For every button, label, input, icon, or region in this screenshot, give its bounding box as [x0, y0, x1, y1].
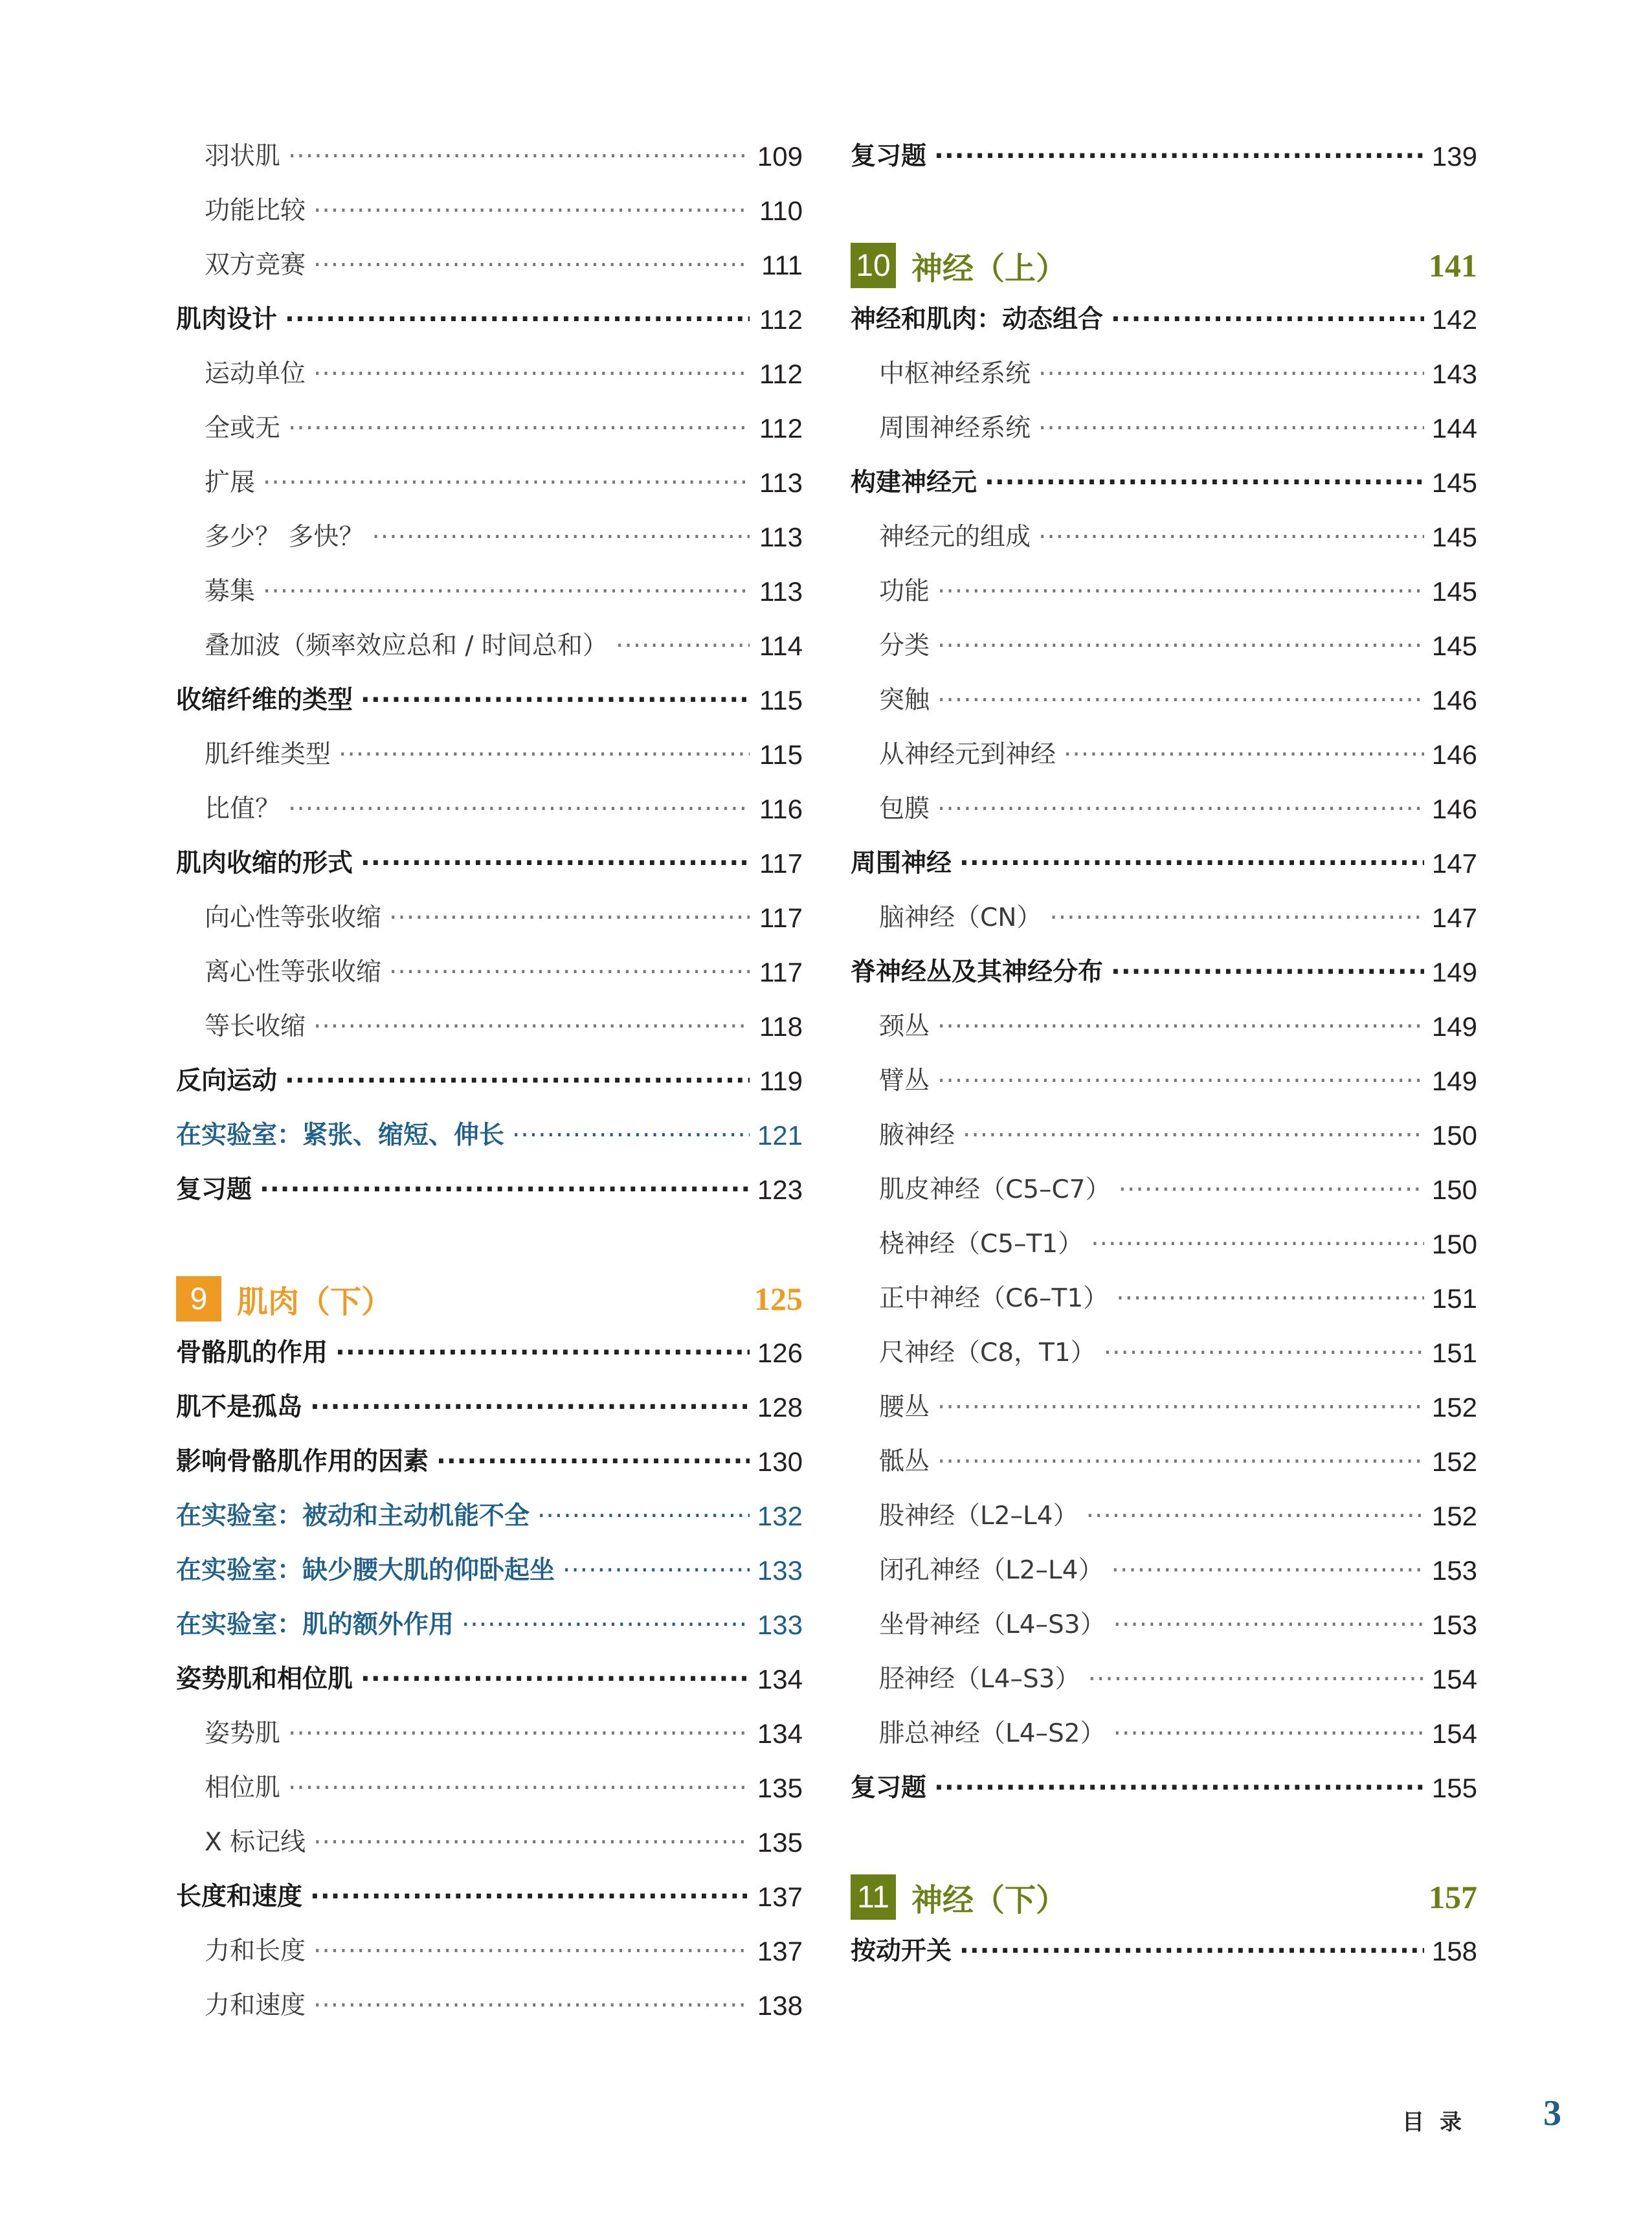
chapter-heading [851, 1871, 1477, 1923]
toc-subsection-entry[interactable] [176, 512, 803, 563]
dot-leader [361, 675, 750, 726]
entry-page-number: 144 [1431, 413, 1477, 444]
entry-title: X 标记线 [205, 1828, 306, 1857]
entry-title: 骨骼肌的作用 [176, 1338, 328, 1367]
entry-title: 肌纤维类型 [205, 740, 331, 769]
toc-subsection-entry[interactable] [851, 566, 1477, 618]
toc-subsection-entry[interactable] [851, 1219, 1477, 1270]
toc-subsection-entry[interactable] [176, 131, 803, 183]
entry-page-number: 142 [1431, 304, 1477, 335]
toc-subsection-entry[interactable] [851, 1654, 1477, 1705]
dot-leader [1049, 892, 1424, 944]
toc-subsection-entry[interactable] [176, 1762, 803, 1814]
entry-page-number: 147 [1431, 848, 1477, 879]
toc-subsection-entry[interactable] [851, 512, 1477, 563]
entry-title: 功能 [879, 577, 930, 606]
dot-leader [288, 1762, 750, 1814]
dot-leader [963, 1110, 1424, 1162]
entry-page-number: 149 [1431, 1066, 1477, 1096]
dot-leader [1116, 1273, 1424, 1325]
toc-section-entry[interactable] [851, 131, 1477, 183]
dot-leader [389, 947, 750, 998]
entry-page-number: 123 [757, 1175, 803, 1205]
entry-page-number: 111 [761, 250, 803, 280]
entry-title: 突触 [879, 686, 930, 715]
toc-subsection-entry[interactable] [176, 348, 803, 400]
dot-leader [288, 403, 750, 455]
entry-title: 在实验室：被动和主动机能不全 [176, 1501, 530, 1531]
entry-page-number: 145 [1431, 631, 1477, 661]
toc-section-entry[interactable] [176, 1436, 803, 1488]
dot-leader [937, 566, 1424, 618]
entry-page-number: 158 [1431, 1936, 1477, 1966]
dot-leader [1088, 1654, 1424, 1705]
chapter-page: 141 [1429, 247, 1477, 284]
dot-leader [1038, 403, 1424, 455]
dot-leader [335, 1327, 750, 1379]
entry-title: 腋神经 [879, 1121, 955, 1150]
entry-title: 长度和速度 [176, 1882, 303, 1911]
toc-subsection-entry[interactable] [851, 1327, 1477, 1379]
toc-section-entry[interactable] [176, 1654, 803, 1705]
entry-title: 周围神经系统 [879, 414, 1031, 443]
entry-page-number: 132 [757, 1501, 803, 1531]
toc-section-entry[interactable] [176, 294, 803, 346]
dot-leader [313, 1980, 750, 2032]
toc-lab-entry[interactable] [176, 1110, 803, 1162]
toc-subsection-entry[interactable] [851, 892, 1477, 944]
entry-title: 周围神经 [851, 849, 952, 878]
dot-leader [1111, 947, 1424, 998]
dot-leader [1038, 348, 1424, 400]
entry-title: 反向运动 [176, 1066, 278, 1096]
dot-leader [985, 457, 1424, 509]
chapter-heading [851, 240, 1477, 291]
toc-section-entry[interactable] [176, 1382, 803, 1433]
dot-leader [462, 1599, 750, 1651]
entry-title: 双方竞赛 [205, 251, 306, 280]
chapter-number: 11 [851, 1874, 896, 1920]
entry-page-number: 153 [1431, 1555, 1477, 1586]
entry-page-number: 119 [759, 1066, 803, 1096]
entry-page-number: 137 [757, 1936, 803, 1966]
entry-page-number: 112 [759, 413, 803, 444]
entry-title: 脑神经（CN） [879, 903, 1042, 932]
dot-leader [1104, 1327, 1424, 1379]
toc-subsection-entry[interactable] [851, 1164, 1477, 1216]
entry-page-number: 113 [759, 522, 803, 552]
footer-page-number: 3 [1543, 2093, 1561, 2133]
toc-section-entry[interactable] [851, 294, 1477, 346]
entry-page-number: 114 [759, 631, 803, 661]
dot-leader [310, 1871, 750, 1923]
toc-subsection-entry[interactable] [851, 1273, 1477, 1325]
chapter-title: 神经（下） [911, 1882, 1067, 1918]
dot-leader [313, 185, 750, 237]
dot-leader [288, 1708, 750, 1760]
entry-title: 肌肉收缩的形式 [176, 849, 353, 878]
toc-subsection-entry[interactable] [851, 783, 1477, 835]
entry-page-number: 155 [1431, 1773, 1477, 1803]
dot-leader [934, 1762, 1424, 1814]
entry-page-number: 117 [759, 957, 803, 987]
dot-leader [1111, 294, 1424, 346]
entry-title: 分类 [879, 631, 930, 660]
dot-leader [288, 131, 750, 183]
toc-subsection-entry[interactable] [851, 1545, 1477, 1597]
toc-subsection-entry[interactable] [176, 240, 803, 291]
entry-title: 力和长度 [205, 1937, 306, 1966]
entry-title: 在实验室：缺少腰大肌的仰卧起坐 [176, 1556, 555, 1585]
entry-page-number: 151 [1431, 1338, 1477, 1368]
entry-page-number: 151 [1431, 1283, 1477, 1314]
toc-subsection-entry[interactable] [176, 1708, 803, 1760]
entry-page-number: 113 [759, 576, 803, 607]
chapter-title: 神经（上） [911, 250, 1067, 287]
dot-leader [937, 1436, 1424, 1488]
dot-leader [512, 1110, 750, 1162]
entry-title: 肌不是孤岛 [176, 1393, 303, 1422]
dot-leader [937, 783, 1424, 835]
entry-page-number: 110 [759, 196, 803, 226]
footer-section-label: 目录 [1402, 2109, 1477, 2135]
toc-section-entry[interactable] [176, 1871, 803, 1923]
toc-subsection-entry[interactable] [176, 457, 803, 509]
dot-leader [1038, 512, 1424, 563]
entry-page-number: 115 [759, 739, 803, 770]
toc-subsection-entry[interactable] [851, 403, 1477, 455]
entry-page-number: 146 [1431, 685, 1477, 715]
toc-subsection-entry[interactable] [176, 620, 803, 672]
entry-title: 脊神经丛及其神经分布 [851, 958, 1104, 987]
entry-page-number: 133 [757, 1610, 803, 1640]
entry-title: 在实验室：肌的额外作用 [176, 1610, 454, 1639]
dot-leader [313, 1817, 750, 1869]
entry-page-number: 146 [1431, 739, 1477, 770]
toc-section-entry[interactable] [176, 675, 803, 726]
entry-title: 神经元的组成 [879, 523, 1031, 552]
entry-page-number: 145 [1431, 522, 1477, 552]
entry-title: 腰丛 [879, 1393, 930, 1422]
entry-title: 叠加波（频率效应总和 / 时间总和） [205, 631, 608, 660]
dot-leader [313, 1001, 750, 1053]
entry-title: 复习题 [851, 142, 927, 171]
entry-title: 包膜 [879, 794, 930, 824]
entry-title: 从神经元到神经 [879, 740, 1056, 769]
dot-leader [389, 892, 750, 944]
toc-subsection-entry[interactable] [176, 1817, 803, 1869]
toc-subsection-entry[interactable] [176, 783, 803, 835]
dot-leader [1113, 1599, 1424, 1651]
entry-page-number: 128 [757, 1392, 803, 1422]
entry-title: 股神经（L2–L4） [879, 1501, 1078, 1531]
toc-section-entry[interactable] [851, 1926, 1477, 1977]
dot-leader [959, 1926, 1424, 1977]
entry-title: 骶丛 [879, 1447, 930, 1476]
dot-leader [313, 1926, 750, 1977]
chapter-page: 125 [754, 1281, 803, 1317]
entry-page-number: 118 [759, 1011, 803, 1042]
dot-leader [263, 457, 750, 509]
toc-subsection-entry[interactable] [851, 1599, 1477, 1651]
entry-title: 全或无 [205, 414, 281, 443]
toc-subsection-entry[interactable] [851, 1055, 1477, 1107]
entry-page-number: 154 [1431, 1718, 1477, 1749]
entry-title: 坐骨神经（L4–S3） [879, 1610, 1106, 1639]
entry-title: 收缩纤维的类型 [176, 686, 353, 715]
entry-title: 比值？ [205, 794, 281, 824]
toc-subsection-entry[interactable] [176, 185, 803, 237]
toc-subsection-entry[interactable] [851, 1001, 1477, 1053]
entry-page-number: 152 [1431, 1392, 1477, 1422]
dot-leader [937, 1382, 1424, 1433]
toc-subsection-entry[interactable] [851, 348, 1477, 400]
entry-title: 多少？ 多快？ [205, 523, 364, 552]
dot-leader [937, 675, 1424, 726]
dot-leader [616, 620, 750, 672]
toc-section-entry[interactable] [176, 1055, 803, 1107]
toc-section-entry[interactable] [851, 1762, 1477, 1814]
dot-leader [313, 348, 750, 400]
entry-title: 向心性等张收缩 [205, 903, 382, 932]
chapter-heading [176, 1273, 803, 1325]
entry-page-number: 147 [1431, 903, 1477, 933]
dot-leader [263, 566, 750, 618]
entry-page-number: 112 [759, 359, 803, 389]
entry-page-number: 116 [759, 794, 803, 824]
dot-leader [436, 1436, 750, 1488]
entry-page-number: 149 [1431, 957, 1477, 987]
entry-page-number: 152 [1431, 1501, 1477, 1531]
entry-title: 募集 [205, 577, 256, 606]
chapter-title: 肌肉（下） [237, 1283, 393, 1320]
toc-subsection-entry[interactable] [176, 729, 803, 781]
toc-section-entry[interactable] [176, 1327, 803, 1379]
chapter-number: 9 [176, 1276, 221, 1321]
entry-page-number: 143 [1431, 359, 1477, 389]
toc-subsection-entry[interactable] [176, 1926, 803, 1977]
entry-title: 影响骨骼肌作用的因素 [176, 1447, 429, 1476]
entry-title: 羽状肌 [205, 142, 281, 171]
entry-page-number: 150 [1431, 1175, 1477, 1205]
dot-leader [285, 1055, 750, 1107]
dot-leader [310, 1382, 750, 1433]
dot-leader [339, 729, 750, 781]
dot-leader [260, 1164, 750, 1216]
entry-page-number: 135 [757, 1827, 803, 1858]
entry-page-number: 145 [1431, 467, 1477, 498]
entry-title: 颈丛 [879, 1012, 930, 1041]
entry-title: 姿势肌和相位肌 [176, 1665, 353, 1694]
dot-leader [563, 1545, 750, 1597]
entry-title: 功能比较 [205, 196, 306, 225]
entry-title: 相位肌 [205, 1773, 281, 1803]
dot-leader [1064, 729, 1424, 781]
entry-title: 运动单位 [205, 359, 306, 388]
entry-title: 等长收缩 [205, 1012, 306, 1041]
toc-subsection-entry[interactable] [851, 620, 1477, 672]
entry-page-number: 135 [757, 1773, 803, 1803]
entry-title: 扩展 [205, 468, 256, 497]
dot-leader [959, 838, 1424, 890]
dot-leader [285, 294, 750, 346]
entry-page-number: 112 [759, 304, 803, 335]
entry-page-number: 138 [757, 1990, 803, 2021]
entry-page-number: 117 [759, 848, 803, 879]
dot-leader [372, 512, 750, 563]
chapter-number: 10 [851, 243, 896, 288]
dot-leader [934, 131, 1424, 183]
entry-title: 力和速度 [205, 1991, 306, 2020]
dot-leader [537, 1490, 750, 1542]
entry-title: 臂丛 [879, 1066, 930, 1096]
toc-subsection-entry[interactable] [851, 675, 1477, 726]
toc-section-entry[interactable] [176, 838, 803, 890]
entry-page-number: 150 [1431, 1229, 1477, 1259]
entry-page-number: 137 [757, 1882, 803, 1912]
dot-leader [937, 1001, 1424, 1053]
entry-page-number: 153 [1431, 1610, 1477, 1640]
toc-lab-entry[interactable] [176, 1599, 803, 1651]
entry-title: 腓总神经（L4–S2） [879, 1719, 1106, 1748]
entry-title: 在实验室：紧张、缩短、伸长 [176, 1121, 505, 1150]
toc-subsection-entry[interactable] [176, 1001, 803, 1053]
toc-subsection-entry[interactable] [176, 1980, 803, 2032]
entry-title: 尺神经（C8，T1） [879, 1338, 1096, 1367]
toc-subsection-entry[interactable] [851, 1436, 1477, 1488]
dot-leader [1119, 1164, 1424, 1216]
chapter-page: 157 [1429, 1879, 1477, 1915]
entry-page-number: 139 [1431, 141, 1477, 172]
entry-title: 神经和肌肉：动态组合 [851, 305, 1104, 334]
dot-leader [361, 1654, 750, 1705]
toc-subsection-entry[interactable] [851, 1382, 1477, 1433]
toc-subsection-entry[interactable] [851, 729, 1477, 781]
entry-title: 按动开关 [851, 1937, 952, 1966]
entry-title: 闭孔神经（L2–L4） [879, 1556, 1104, 1585]
toc-section-entry[interactable] [851, 838, 1477, 890]
dot-leader [1113, 1708, 1424, 1760]
entry-page-number: 154 [1431, 1664, 1477, 1694]
entry-title: 离心性等张收缩 [205, 958, 382, 987]
toc-section-entry[interactable] [176, 1164, 803, 1216]
dot-leader [288, 783, 750, 835]
toc-subsection-entry[interactable] [851, 1490, 1477, 1542]
dot-leader [1091, 1219, 1424, 1270]
toc-lab-entry[interactable] [176, 1545, 803, 1597]
dot-leader [937, 620, 1424, 672]
entry-title: 正中神经（C6–T1） [879, 1284, 1109, 1313]
entry-page-number: 117 [759, 903, 803, 933]
entry-page-number: 113 [759, 467, 803, 498]
dot-leader [1111, 1545, 1424, 1597]
entry-page-number: 115 [759, 685, 803, 715]
entry-page-number: 152 [1431, 1446, 1477, 1477]
entry-page-number: 149 [1431, 1011, 1477, 1042]
entry-title: 胫神经（L4–S3） [879, 1665, 1080, 1694]
entry-title: 复习题 [851, 1773, 927, 1803]
entry-page-number: 150 [1431, 1120, 1477, 1151]
entry-page-number: 146 [1431, 794, 1477, 824]
toc-subsection-entry[interactable] [851, 1110, 1477, 1162]
toc-subsection-entry[interactable] [176, 947, 803, 998]
entry-title: 构建神经元 [851, 468, 977, 497]
dot-leader [313, 240, 750, 291]
entry-page-number: 121 [757, 1120, 803, 1151]
dot-leader [937, 1055, 1424, 1107]
entry-title: 肌肉设计 [176, 305, 278, 334]
entry-title: 肌皮神经（C5–C7） [879, 1175, 1111, 1204]
toc-lab-entry[interactable] [176, 1490, 803, 1542]
entry-page-number: 134 [757, 1718, 803, 1749]
toc-section-entry[interactable] [851, 947, 1477, 998]
dot-leader [1086, 1490, 1424, 1542]
toc-subsection-entry[interactable] [176, 566, 803, 618]
entry-page-number: 145 [1431, 576, 1477, 607]
toc-subsection-entry[interactable] [176, 403, 803, 455]
toc-subsection-entry[interactable] [851, 1708, 1477, 1760]
toc-subsection-entry[interactable] [176, 892, 803, 944]
entry-title: 姿势肌 [205, 1719, 281, 1748]
entry-title: 复习题 [176, 1175, 252, 1204]
dot-leader [361, 838, 750, 890]
entry-page-number: 134 [757, 1664, 803, 1694]
entry-page-number: 130 [757, 1446, 803, 1477]
toc-section-entry[interactable] [851, 457, 1477, 509]
entry-page-number: 109 [757, 141, 803, 172]
entry-page-number: 133 [757, 1555, 803, 1586]
entry-title: 桡神经（C5–T1） [879, 1230, 1084, 1259]
entry-page-number: 126 [757, 1338, 803, 1368]
entry-title: 中枢神经系统 [879, 359, 1031, 388]
